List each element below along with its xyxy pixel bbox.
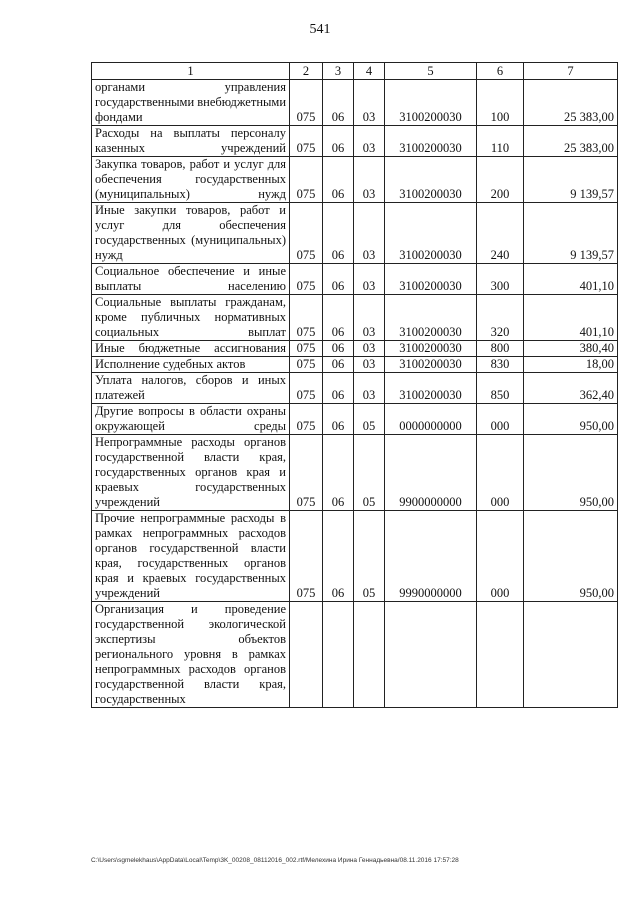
table-row: [92, 126, 618, 157]
section-code: 06: [323, 80, 354, 126]
row-name: Прочие непрограммные расходы в рамках непрограммных расходов органов государственной власти края, государственных органов края и краевых государственных учреждений: [92, 511, 290, 602]
type-code: 830: [477, 357, 524, 373]
type-code: 200: [477, 157, 524, 203]
target-code: 3100200030: [385, 157, 477, 203]
subsection-code: 03: [354, 157, 385, 203]
amount: 25 383,00: [524, 126, 618, 157]
type-code: 110: [477, 126, 524, 157]
target-code: 3100200030: [385, 126, 477, 157]
page-number: 541: [309, 22, 331, 37]
subsection-code: 03: [354, 295, 385, 341]
header-row: [92, 63, 618, 80]
admin-code: 075: [290, 295, 323, 341]
admin-code: 075: [290, 341, 323, 357]
header-cell: 2: [290, 63, 323, 80]
amount: 950,00: [524, 511, 618, 602]
subsection-code: 03: [354, 373, 385, 404]
row-name: Иные бюджетные ассигнования: [92, 341, 290, 357]
target-code: 9900000000: [385, 435, 477, 511]
target-code: 0000000000: [385, 404, 477, 435]
target-code: 3100200030: [385, 295, 477, 341]
amount: 950,00: [524, 404, 618, 435]
row-name: Непрограммные расходы органов государственной власти края, государственных органов края и краевых государственных учреждений: [92, 435, 290, 511]
row-name: органами управления государственными внебюджетными фондами: [92, 80, 290, 126]
section-code: 06: [323, 264, 354, 295]
table-row: [92, 602, 618, 708]
row-name: Иные закупки товаров, работ и услуг для обеспечения государственных (муниципальных) нужд: [92, 203, 290, 264]
row-name: Исполнение судебных актов: [92, 357, 290, 373]
table-row: [92, 373, 618, 404]
section-code: 06: [323, 295, 354, 341]
type-code: 100: [477, 80, 524, 126]
subsection-code: 05: [354, 404, 385, 435]
row-name: Расходы на выплаты персоналу казенных учреждений: [92, 126, 290, 157]
admin-code: 075: [290, 373, 323, 404]
amount: 380,40: [524, 341, 618, 357]
admin-code: [290, 602, 323, 708]
type-code: 800: [477, 341, 524, 357]
amount: 18,00: [524, 357, 618, 373]
target-code: [385, 602, 477, 708]
table-row: [92, 341, 618, 357]
admin-code: 075: [290, 511, 323, 602]
header-cell: 7: [524, 63, 618, 80]
document-footer: C:\Users\sgmelekhaus\AppData\Local\Temp\3K_00208_08112016_002.rtf/Мелехина Ирина Геннадьевна/08.11.2016 17:57:28: [91, 857, 459, 864]
table-row: [92, 511, 618, 602]
header-cell: 3: [323, 63, 354, 80]
target-code: 3100200030: [385, 341, 477, 357]
subsection-code: 03: [354, 264, 385, 295]
amount: 9 139,57: [524, 157, 618, 203]
type-code: [477, 602, 524, 708]
amount: [524, 602, 618, 708]
subsection-code: 03: [354, 341, 385, 357]
table-row: [92, 404, 618, 435]
section-code: 06: [323, 404, 354, 435]
admin-code: 075: [290, 264, 323, 295]
row-name: Социальные выплаты гражданам, кроме публичных нормативных социальных выплат: [92, 295, 290, 341]
row-name: Социальное обеспечение и иные выплаты населению: [92, 264, 290, 295]
admin-code: 075: [290, 157, 323, 203]
admin-code: 075: [290, 404, 323, 435]
section-code: 06: [323, 126, 354, 157]
header-cell: 5: [385, 63, 477, 80]
subsection-code: 03: [354, 126, 385, 157]
subsection-code: 03: [354, 80, 385, 126]
table-row: [92, 295, 618, 341]
target-code: 9990000000: [385, 511, 477, 602]
target-code: 3100200030: [385, 264, 477, 295]
subsection-code: 03: [354, 357, 385, 373]
admin-code: 075: [290, 435, 323, 511]
row-name: Уплата налогов, сборов и иных платежей: [92, 373, 290, 404]
section-code: 06: [323, 511, 354, 602]
subsection-code: 05: [354, 511, 385, 602]
type-code: 320: [477, 295, 524, 341]
row-name: Другие вопросы в области охраны окружающей среды: [92, 404, 290, 435]
subsection-code: 03: [354, 203, 385, 264]
subsection-code: [354, 602, 385, 708]
section-code: 06: [323, 157, 354, 203]
section-code: 06: [323, 435, 354, 511]
section-code: 06: [323, 357, 354, 373]
table-row: [92, 264, 618, 295]
section-code: 06: [323, 203, 354, 264]
admin-code: 075: [290, 126, 323, 157]
admin-code: 075: [290, 203, 323, 264]
target-code: 3100200030: [385, 373, 477, 404]
header-cell: 1: [92, 63, 290, 80]
type-code: 000: [477, 404, 524, 435]
amount: 950,00: [524, 435, 618, 511]
row-name: Организация и проведение государственной экологической экспертизы объектов регионального уровня в рамках непрограммных расходов органов государственной власти края, государственных: [92, 602, 290, 708]
subsection-code: 05: [354, 435, 385, 511]
table-row: [92, 435, 618, 511]
section-code: [323, 602, 354, 708]
type-code: 300: [477, 264, 524, 295]
table-row: [92, 357, 618, 373]
target-code: 3100200030: [385, 357, 477, 373]
amount: 25 383,00: [524, 80, 618, 126]
amount: 9 139,57: [524, 203, 618, 264]
section-code: 06: [323, 341, 354, 357]
table-row: [92, 80, 618, 126]
amount: 401,10: [524, 295, 618, 341]
type-code: 000: [477, 435, 524, 511]
budget-table: [91, 62, 618, 708]
header-cell: 6: [477, 63, 524, 80]
section-code: 06: [323, 373, 354, 404]
row-name: Закупка товаров, работ и услуг для обеспечения государственных (муниципальных) нужд: [92, 157, 290, 203]
admin-code: 075: [290, 357, 323, 373]
header-cell: 4: [354, 63, 385, 80]
type-code: 000: [477, 511, 524, 602]
target-code: 3100200030: [385, 80, 477, 126]
target-code: 3100200030: [385, 203, 477, 264]
type-code: 850: [477, 373, 524, 404]
admin-code: 075: [290, 80, 323, 126]
table-row: [92, 203, 618, 264]
amount: 362,40: [524, 373, 618, 404]
type-code: 240: [477, 203, 524, 264]
amount: 401,10: [524, 264, 618, 295]
table-row: [92, 157, 618, 203]
